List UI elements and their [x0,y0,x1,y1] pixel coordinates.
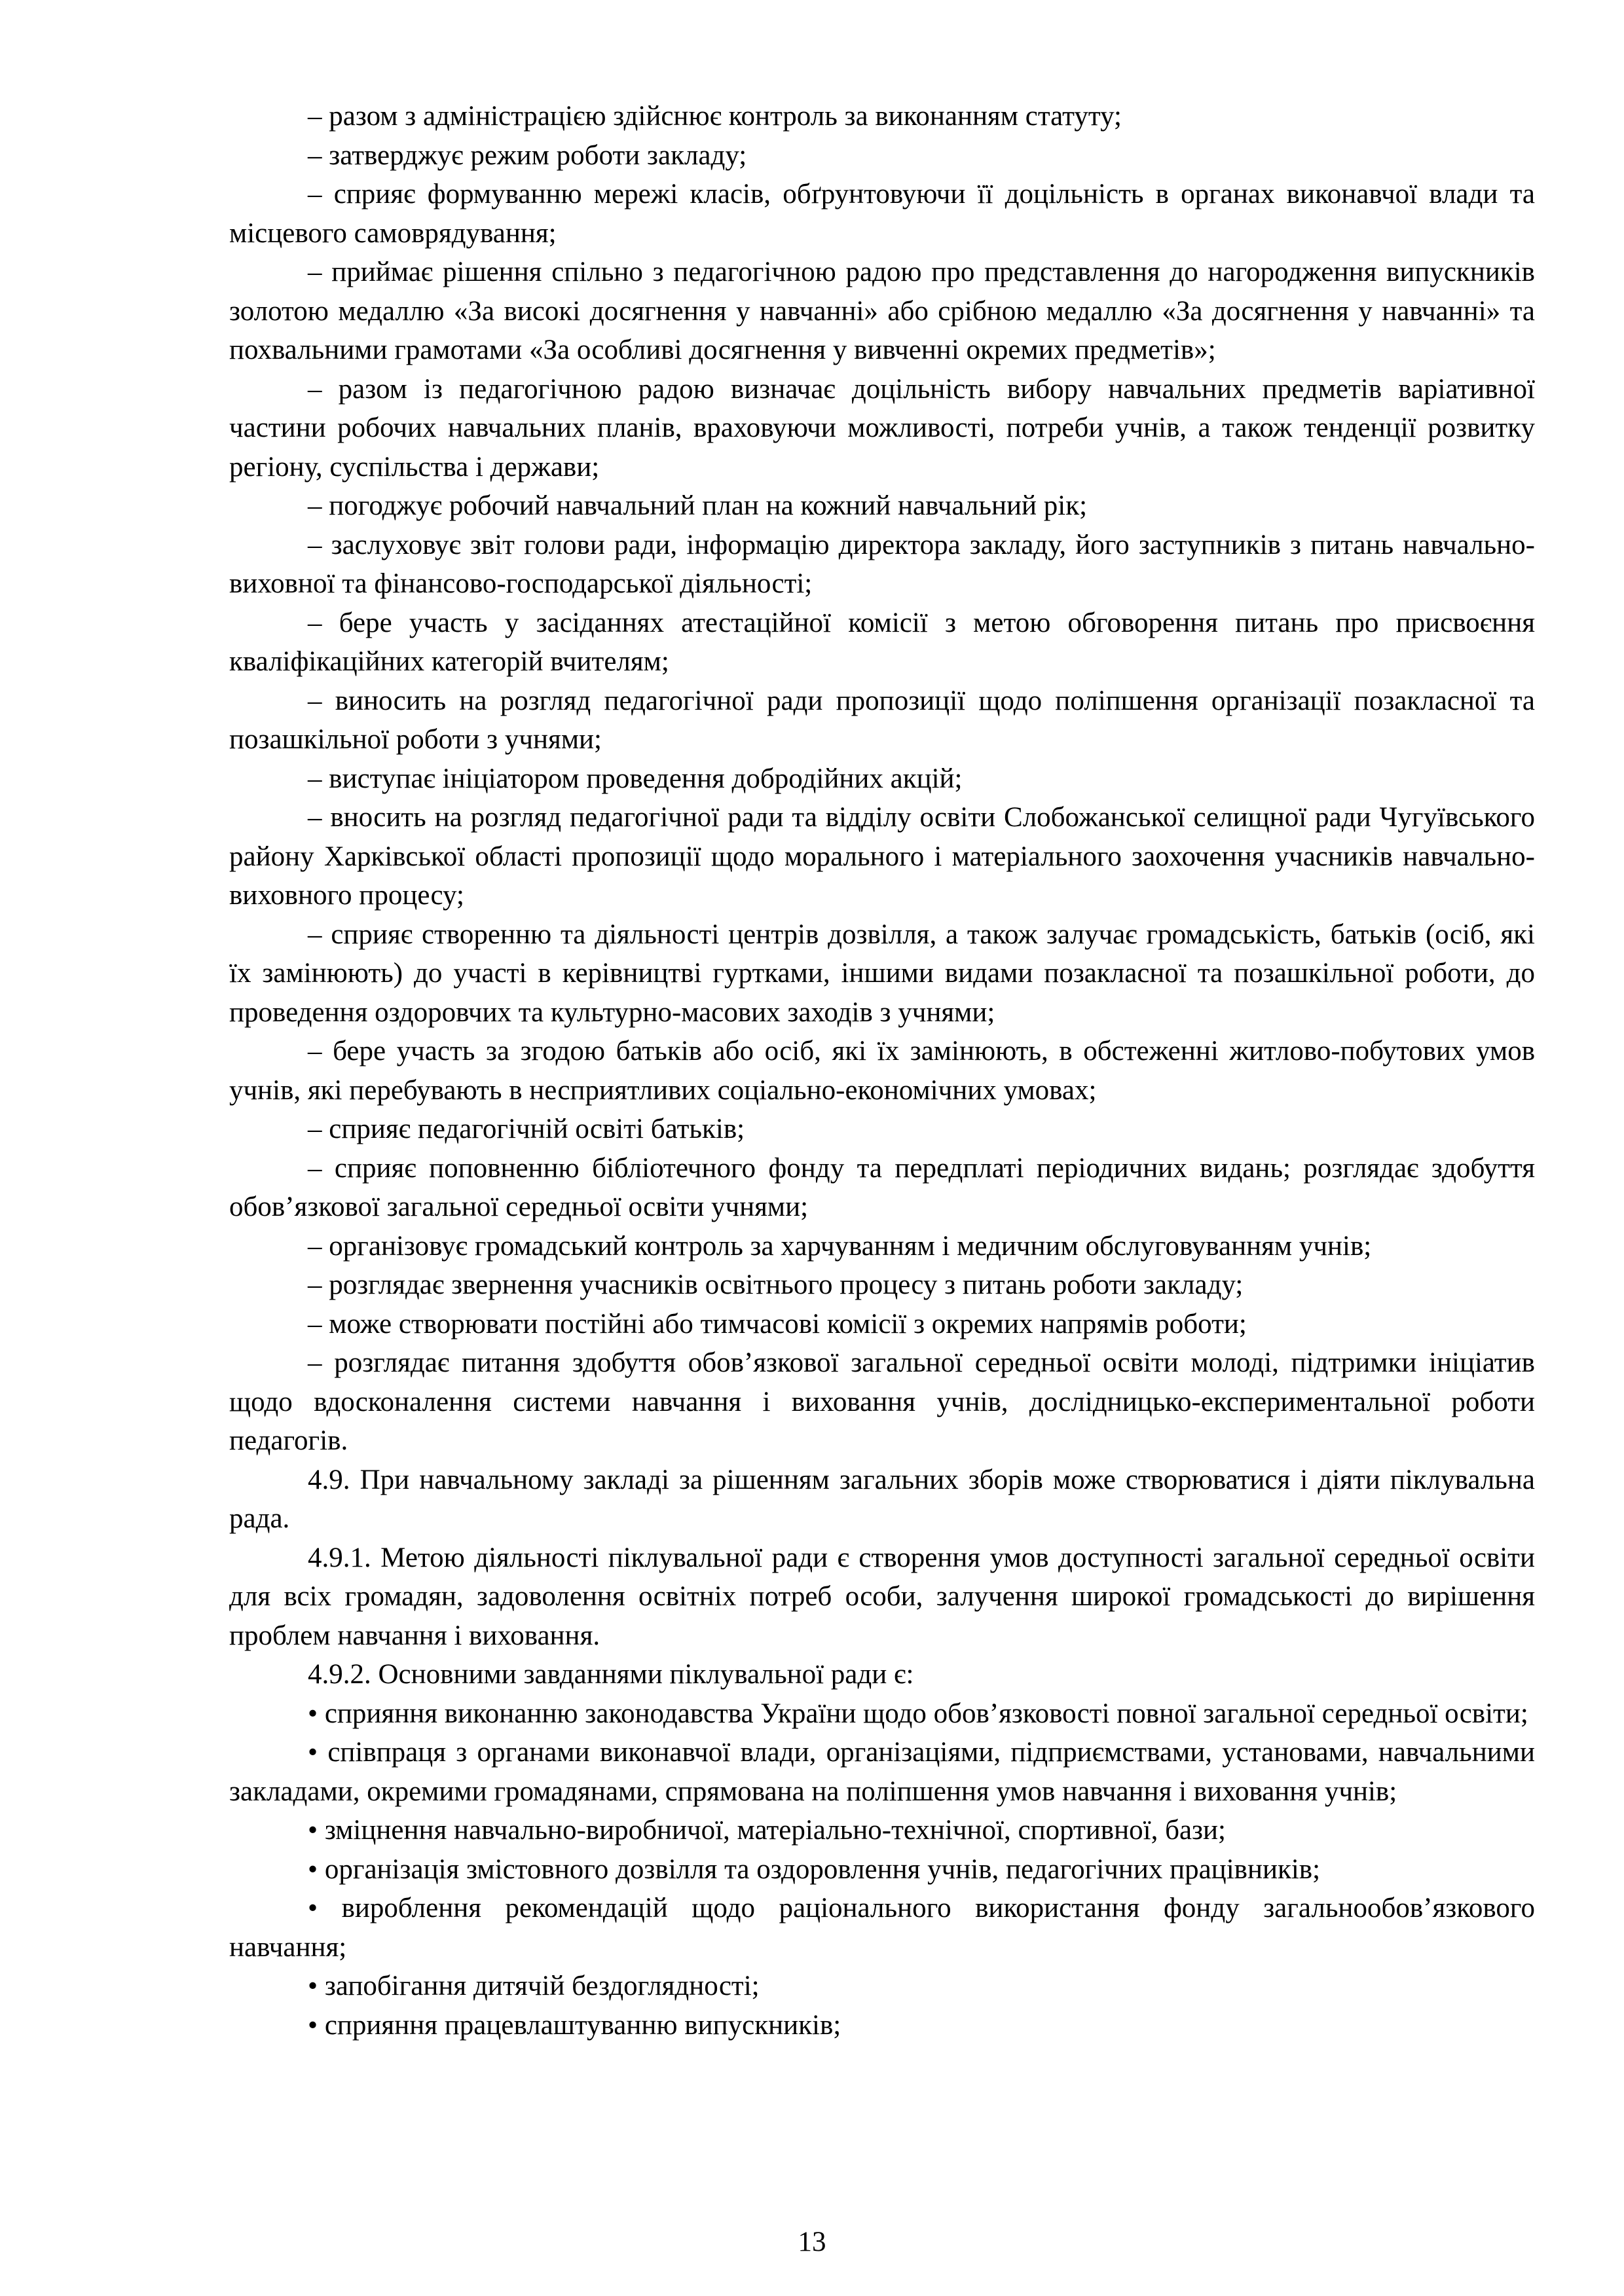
bullet-item: • запобігання дитячій бездоглядності; [229,1967,1535,2006]
section-paragraph: 4.9.2. Основними завданнями піклувальної ради є: [308,1659,914,1690]
paragraph: – може створювати постійні або тимчасові комісії з окремих напрямів роботи; [308,1308,1247,1339]
paragraph: – заслуховує звіт голови ради, інформацію директора закладу, його заступників з питань навчально-виховної та фінансово-господарської діяльності; [229,529,1535,599]
paragraph: – сприяє створенню та діяльності центрів дозвілля, а також залучає громадськість, батьків (осіб, які їх замінюють) до участі в керівництві гуртками, іншими видами позакласної та позашкільної роботи, до проведення оздоровчих та культурно-масових заходів з учнями; [229,919,1535,1028]
paragraph: – затверджує режим роботи закладу; [308,139,747,171]
paragraph: – розглядає питання здобуття обов’язкової загальної середньої освіти молоді, підтримки ініціатив щодо вдосконалення системи навчання і виховання учнів, дослідницько-експериментальної роботи педагогів. [229,1347,1535,1456]
bullet-item: • вироблення рекомендацій щодо раціонального використання фонду загальнообов’язкового навчання; [229,1889,1535,1967]
paragraph: – виносить на розгляд педагогічної ради пропозиції щодо поліпшення організації позакласної та позашкільної роботи з учнями; [229,685,1535,755]
paragraph: – приймає рішення спільно з педагогічною радою про представлення до нагородження випускників золотою медаллю «За високі досягнення у навчанні» або срібною медаллю «За досягнення у навчанні» та похвальними грамотами «За особливі досягнення у вивченні окремих предметів»; [229,257,1535,365]
bullet-item: • зміцнення навчально-виробничої, матеріально-технічної, спортивної, бази; [229,1811,1535,1850]
paragraph: – погоджує робочий навчальний план на кожний навчальний рік; [308,490,1088,521]
paragraph: – разом із педагогічною радою визначає доцільність вибору навчальних предметів варіативної частини робочих навчальних планів, враховуючи можливості, потреби учнів, а також тенденції розвитку регіону, суспільства і держави; [229,373,1535,483]
bullet-item: • організація змістовного дозвілля та оздоровлення учнів, педагогічних працівників; [229,1850,1535,1889]
page-number: 13 [798,2227,826,2257]
paragraph: – бере участь у засіданнях атестаційної комісії з метою обговорення питань про присвоєння кваліфікаційних категорій вчителям; [229,607,1535,677]
paragraph: – бере участь за згодою батьків або осіб, які їх замінюють, в обстеженні житлово-побутових умов учнів, які перебувають в несприятливих соціально-економічних умовах; [229,1036,1535,1106]
paragraph: – сприяє формуванню мережі класів, обґрунтовуючи її доцільність в органах виконавчої влади та місцевого самоврядування; [229,179,1535,249]
document-page [229,97,1535,2045]
bullet-item: • сприяння виконанню законодавства України щодо обов’язковості повної загальної середньої освіти; [229,1694,1535,1734]
section-paragraph: 4.9. При навчальному закладі за рішенням загальних зборів може створюватися і діяти піклувальна рада. [229,1464,1535,1534]
paragraph: – вносить на розгляд педагогічної ради та відділу освіти Слобожанської селищної ради Чугуївського району Харківської області пропозиції щодо морального і матеріального заохочення учасників навчально-виховного процесу; [229,802,1535,911]
paragraph: – організовує громадський контроль за харчуванням і медичним обслуговуванням учнів; [308,1230,1372,1262]
paragraph: – сприяє педагогічній освіті батьків; [308,1114,745,1144]
bullet-item: • сприяння працевлаштуванню випускників; [229,2006,1535,2045]
paragraph: – сприяє поповненню бібліотечного фонду та передплаті періодичних видань; розглядає здобуття обов’язкової загальної середньої освіти учнями; [229,1152,1535,1222]
paragraph: – разом з адміністрацією здійснює контроль за виконанням статуту; [308,101,1122,132]
section-paragraph: 4.9.1. Метою діяльності піклувальної ради є створення умов доступності загальної середньої освіти для всіх громадян, задоволення освітніх потреб особи, залучення широкої громадськості до вирішення проблем навчання і виховання. [229,1542,1535,1651]
paragraph: – розглядає звернення учасників освітнього процесу з питань роботи закладу; [308,1269,1244,1300]
bullet-item: • співпраця з органами виконавчої влади, організаціями, підприємствами, установами, навчальними закладами, окремими громадянами, спрямована на поліпшення умов навчання і виховання учнів; [229,1733,1535,1811]
paragraph: – виступає ініціатором проведення добродійних акцій; [308,763,963,794]
